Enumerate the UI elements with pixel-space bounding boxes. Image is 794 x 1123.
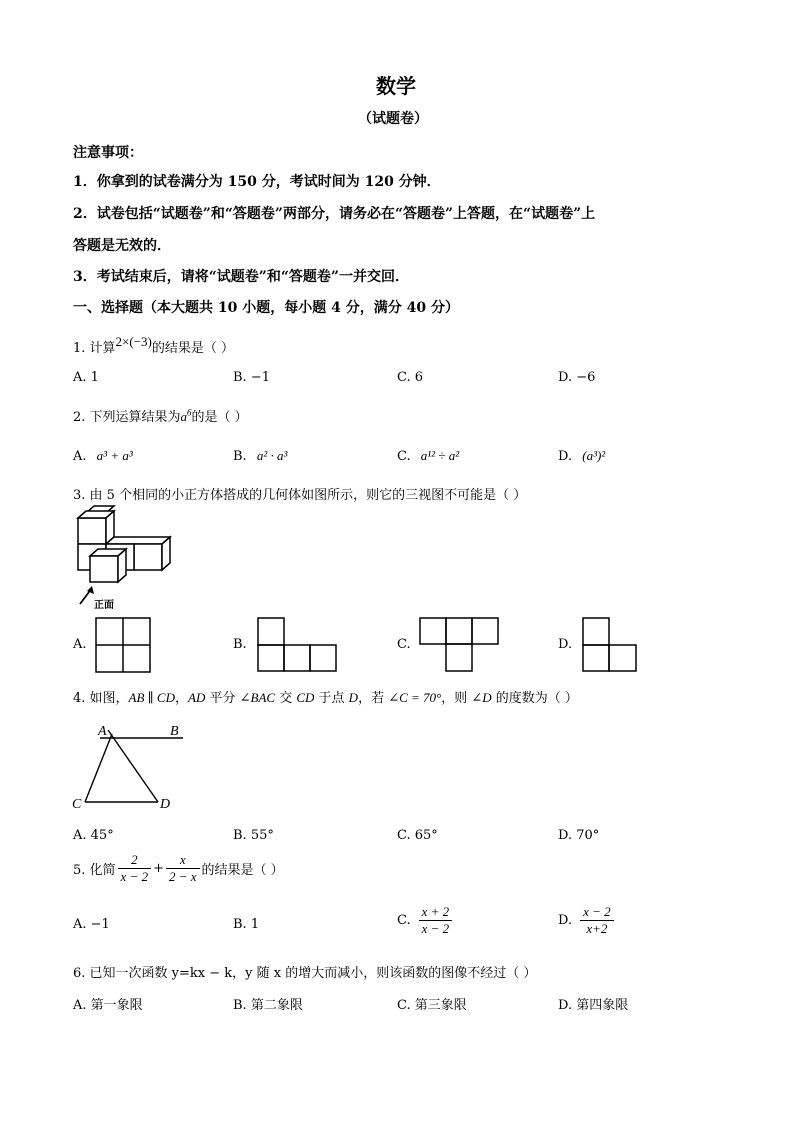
stem-suffix: 的结果是（ ） [151, 341, 235, 356]
option-c[interactable]: C. a¹² ÷ a² [397, 448, 460, 464]
option-c[interactable]: C. 65° [397, 828, 438, 843]
question-2-stem [73, 406, 248, 425]
note-item: 2．试卷包括“试题卷”和“答题卷”两部分，请务必在“答题卷”上答题，在“试题卷”上 [73, 206, 596, 222]
view-grid-a [95, 617, 151, 673]
note-item: 答题是无效的． [73, 238, 171, 254]
option-b[interactable]: B. 1 [233, 917, 260, 932]
option-d[interactable]: D. (a³)² [558, 448, 606, 464]
figure-label: 正面 [94, 600, 114, 611]
fraction: $\frac{2}{x - 2}$ [118, 852, 152, 885]
math-expression: ∠D [471, 690, 492, 705]
option-b[interactable]: B. 第二象限 [233, 998, 303, 1013]
option-a[interactable]: A. a³ + a³ [73, 448, 133, 464]
question-3-stem: 3. 由 5 个相同的小正方体搭成的几何体如图所示，则它的三视图不可能是（ ） [73, 488, 527, 503]
option-d[interactable]: D. [558, 637, 573, 652]
option-a[interactable]: A. −1 [73, 917, 110, 932]
math-expression: ∠BAC [239, 690, 276, 705]
cube-solid-figure [74, 508, 174, 608]
math-expression: ∠C = 70° [388, 690, 442, 705]
option-d[interactable]: D. −6 [558, 370, 596, 385]
page-title: 数学 [376, 74, 416, 98]
option-d[interactable]: D. 第四象限 [558, 998, 629, 1013]
math-expression: AD [188, 690, 206, 705]
option-b[interactable]: B. 55° [233, 828, 274, 843]
option-c[interactable]: C. [397, 637, 411, 652]
point-label-a: A [98, 724, 107, 739]
option-c[interactable]: C. 第三象限 [397, 998, 467, 1013]
question-4-stem: 4. 如图，AB ∥ CD，AD 平分 ∠BAC 交 CD 于点 D，若 ∠C = 70°，则 ∠D 的度数为（ ） [73, 690, 578, 706]
option-a[interactable]: A. [73, 637, 87, 652]
question-5-stem: 5. 化简 $\frac{2}{x - 2}$ + $\frac{x}{2 - x}$ 的结果是（ ） [73, 852, 284, 884]
option-d[interactable]: D. $\frac{x - 2}{x+2}$ [558, 904, 616, 937]
view-grid-d [582, 617, 638, 673]
math-expression: a² · a³ [256, 448, 288, 463]
fraction: $\frac{x}{2 - x}$ [166, 852, 200, 885]
math-expression: a¹² ÷ a² [420, 448, 460, 463]
view-grid-c [419, 617, 499, 673]
point-label-b: B [170, 724, 179, 739]
view-grid-b [257, 617, 337, 673]
option-b[interactable]: B. −1 [233, 370, 270, 385]
stem-prefix: 2. 下列运算结果为 [73, 410, 181, 425]
notes-heading: 注意事项： [73, 145, 143, 161]
note-item: 3．考试结束后，请将“试题卷”和“答题卷”一并交回． [73, 269, 409, 285]
math-expression: $a^6$ [180, 407, 192, 424]
fraction: $\frac{x - 2}{x+2}$ [580, 904, 614, 937]
fraction: $\frac{x + 2}{x - 2}$ [419, 904, 453, 937]
math-expression: AB ∥ CD [128, 690, 175, 705]
math-expression: CD [296, 690, 315, 705]
option-a[interactable]: A. 第一象限 [73, 998, 143, 1013]
math-expression: a³ + a³ [96, 448, 133, 463]
stem-prefix: 1. 计算 [73, 341, 116, 356]
point-label-d: D [160, 797, 171, 812]
option-b[interactable]: B. [233, 637, 247, 652]
page-subtitle: （试题卷） [358, 111, 428, 127]
option-d[interactable]: D. 70° [558, 828, 600, 843]
question-6-stem: 6. 已知一次函数 y=kx − k，y 随 x 的增大而减小，则该函数的图像不经过（ ） [73, 966, 537, 981]
option-b[interactable]: B. a² · a³ [233, 448, 288, 464]
option-c[interactable]: C. $\frac{x + 2}{x - 2}$ [397, 904, 454, 937]
point-label-c: C [72, 797, 82, 812]
stem-suffix: 的是（ ） [191, 410, 248, 425]
option-c[interactable]: C. 6 [397, 370, 424, 385]
section-heading: 一、选择题（本大题共 10 小题，每小题 4 分，满分 40 分） [73, 300, 459, 316]
option-a[interactable]: A. 1 [73, 370, 99, 385]
option-a[interactable]: A. 45° [73, 828, 114, 843]
math-expression: 2×(−3) [115, 334, 152, 349]
note-item: 1．你拿到的试卷满分为 150 分，考试时间为 120 分钟． [73, 174, 441, 190]
math-expression: (a³)² [582, 448, 606, 463]
question-1-stem [73, 334, 235, 356]
math-expression: D [348, 690, 359, 705]
